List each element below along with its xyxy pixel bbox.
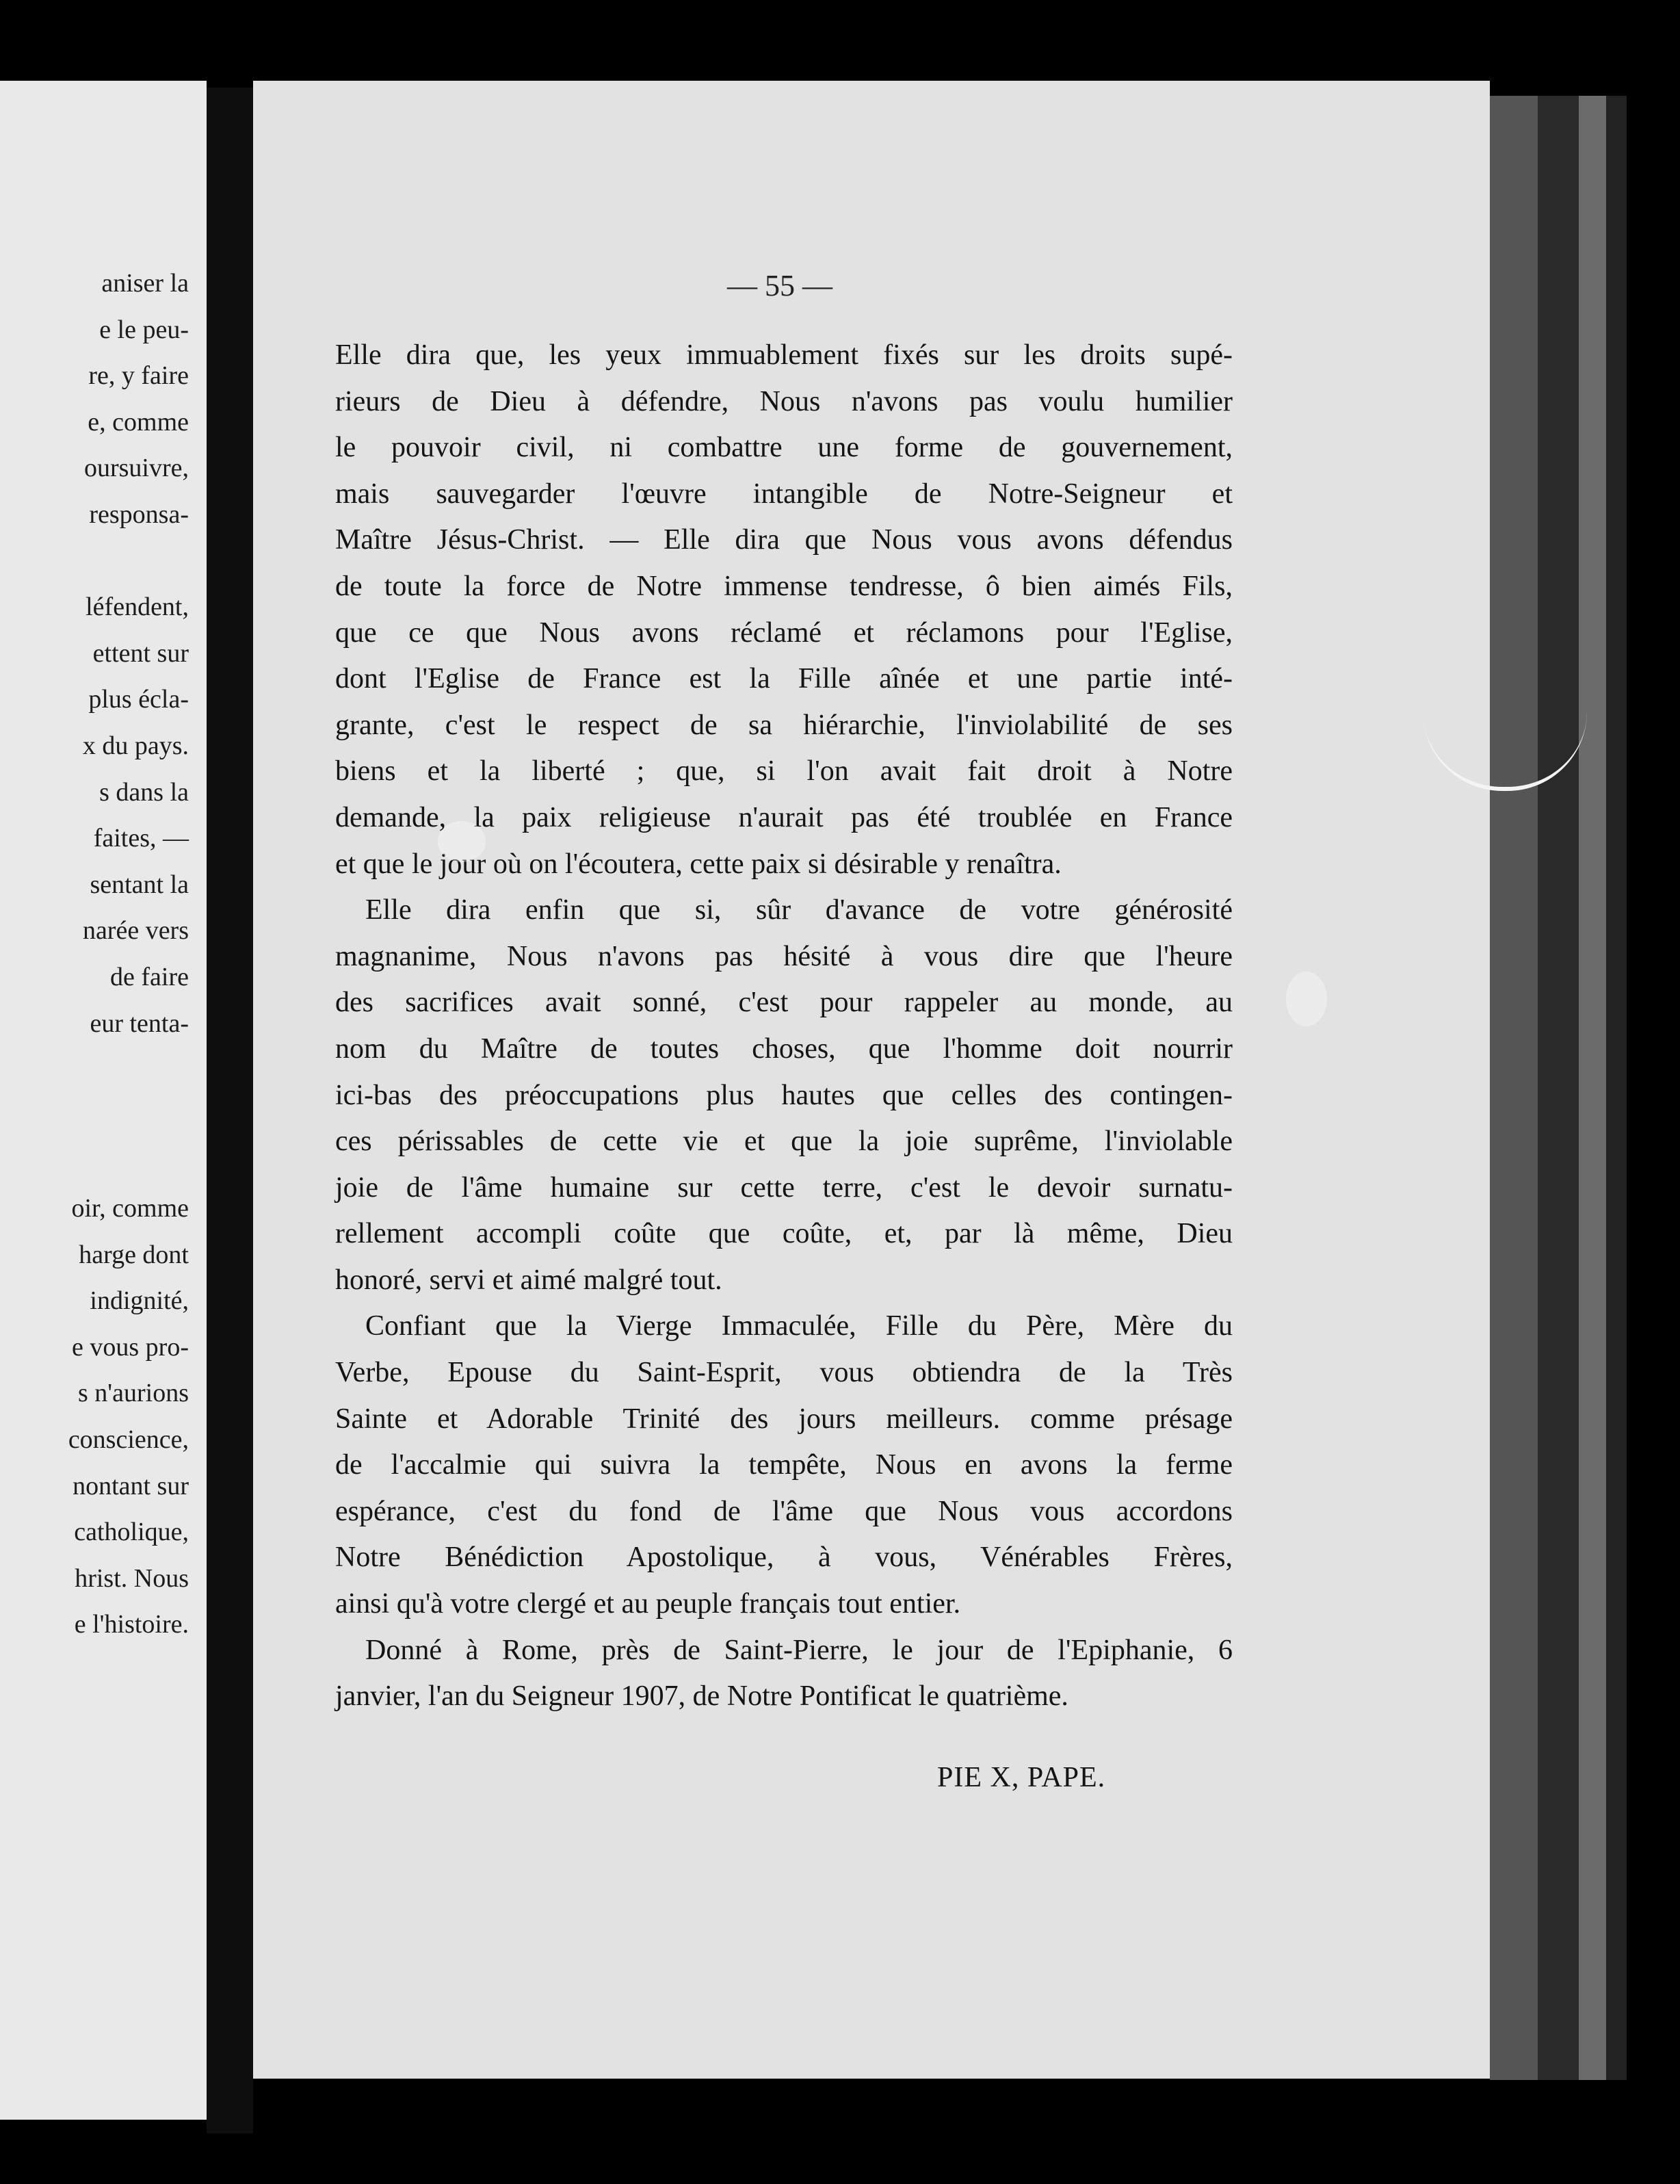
page-edge-band	[1606, 96, 1627, 2080]
left-page-line: léfendent,	[86, 593, 189, 622]
left-page-line: faites, —	[93, 824, 189, 853]
text-line: Elle dira que, les yeux immuablement fixés sur les droits supé-	[335, 339, 1233, 371]
left-page-line: s n'aurions	[77, 1379, 189, 1408]
left-page-line: s dans la	[99, 777, 189, 807]
text-line: rieurs de Dieu à défendre, Nous n'avons pas voulu humilier	[335, 385, 1233, 417]
left-page-line: catholique,	[74, 1518, 189, 1547]
text-line: ici-bas des préoccupations plus hautes que celles des contingen-	[335, 1079, 1233, 1111]
text-line: biens et la liberté ; que, si l'on avait fait droit à Notre	[335, 755, 1233, 788]
paragraph	[335, 1303, 1233, 1627]
text-line: ces périssables de cette vie et que la joie suprême, l'inviolable	[335, 1126, 1233, 1158]
left-page-line: hrist. Nous	[75, 1563, 189, 1593]
text-line: janvier, l'an du Seigneur 1907, de Notre Pontificat le quatrième.	[335, 1680, 1068, 1713]
left-page-line: e le peu-	[99, 315, 189, 344]
left-page-line: x du pays.	[82, 731, 189, 760]
text-line: honoré, servi et aimé malgré tout.	[335, 1264, 722, 1296]
text-line: Verbe, Epouse du Saint-Esprit, vous obtiendra de la Très	[335, 1357, 1233, 1389]
text-line: et que le jour où on l'écoutera, cette paix si désirable y renaîtra.	[335, 848, 1062, 880]
page-edge-band	[1579, 96, 1606, 2080]
left-page-line: e vous pro-	[72, 1332, 189, 1362]
left-page-line: oursuivre,	[83, 454, 189, 483]
text-line: joie de l'âme humaine sur cette terre, c'est le devoir surnatu-	[335, 1171, 1233, 1204]
left-page-line: plus écla-	[88, 685, 189, 714]
left-page-line: de faire	[110, 963, 189, 991]
text-line: espérance, c'est du fond de l'âme que Nous vous accordons	[335, 1495, 1233, 1527]
left-page-line: narée vers	[82, 916, 189, 946]
text-line: ainsi qu'à votre clergé et au peuple français tout entier.	[335, 1588, 961, 1620]
text-line: mais sauvegarder l'œuvre intangible de Notre-Seigneur et	[335, 478, 1233, 510]
text-line: des sacrifices avait sonné, c'est pour rappeler au monde, au	[335, 987, 1233, 1019]
left-page-line: sentant la	[90, 870, 189, 899]
text-line: demande, la paix religieuse n'aurait pas été troublée en France	[335, 801, 1233, 833]
signature-line: PIE X, PAPE.	[937, 1762, 1106, 1793]
text-line: grante, c'est le respect de sa hiérarchie, l'inviolabilité de ses	[335, 709, 1233, 741]
left-page-line: aniser la	[101, 269, 189, 298]
text-line: de l'accalmie qui suivra la tempête, Nous en avons la ferme	[335, 1449, 1233, 1481]
left-page-line: conscience,	[68, 1425, 189, 1454]
text-line: Sainte et Adorable Trinité des jours meilleurs. comme présage	[335, 1403, 1233, 1435]
page-body-text	[335, 333, 1233, 1720]
page-edge-band	[1490, 96, 1538, 2080]
paragraph	[335, 333, 1233, 887]
text-line: Confiant que la Vierge Immaculée, Fille du Père, Mère du	[365, 1310, 1233, 1342]
text-line: le pouvoir civil, ni combattre une forme de gouvernement,	[335, 432, 1233, 464]
text-line: Elle dira enfin que si, sûr d'avance de votre générosité	[365, 894, 1233, 926]
left-page-line: eur tenta-	[90, 1009, 189, 1038]
text-line: nom du Maître de toutes choses, que l'homme doit nourrir	[335, 1032, 1233, 1065]
left-page-line: harge dont	[79, 1240, 189, 1269]
print-blemish	[438, 821, 486, 862]
text-line: rellement accompli coûte que coûte, et, par là même, Dieu	[335, 1218, 1233, 1250]
paragraph	[335, 1628, 1233, 1720]
text-line: Donné à Rome, près de Saint-Pierre, le jour de l'Epiphanie, 6	[365, 1634, 1233, 1666]
left-page-line: e l'histoire.	[74, 1610, 189, 1639]
text-line: Notre Bénédiction Apostolique, à vous, Vénérables Frères,	[335, 1542, 1233, 1574]
left-page-line: re, y faire	[88, 361, 189, 391]
text-line: magnanime, Nous n'avons pas hésité à vous dire que l'heure	[335, 940, 1233, 972]
left-page-line: nontant sur	[73, 1471, 189, 1500]
left-page-line: ettent sur	[92, 638, 189, 668]
left-page-line: indignité,	[90, 1286, 189, 1316]
page-edge-band	[1538, 96, 1579, 2080]
book-gutter	[207, 88, 253, 2133]
print-blemish	[1286, 972, 1327, 1026]
left-page-line: responsa-	[89, 500, 189, 529]
paragraph	[335, 887, 1233, 1303]
left-page-line: e, comme	[88, 407, 189, 437]
left-page-fragment	[0, 81, 207, 2120]
page-number: — 55 —	[727, 269, 832, 302]
text-line: de toute la force de Notre immense tendresse, ô bien aimés Fils,	[335, 570, 1233, 602]
left-page-line: oir, comme	[71, 1194, 189, 1223]
text-line: dont l'Eglise de France est la Fille aînée et une partie inté-	[335, 663, 1233, 695]
text-line: que ce que Nous avons réclamé et réclamons pour l'Eglise,	[335, 616, 1233, 649]
text-line: Maître Jésus-Christ. — Elle dira que Nous vous avons défendus	[335, 524, 1233, 556]
